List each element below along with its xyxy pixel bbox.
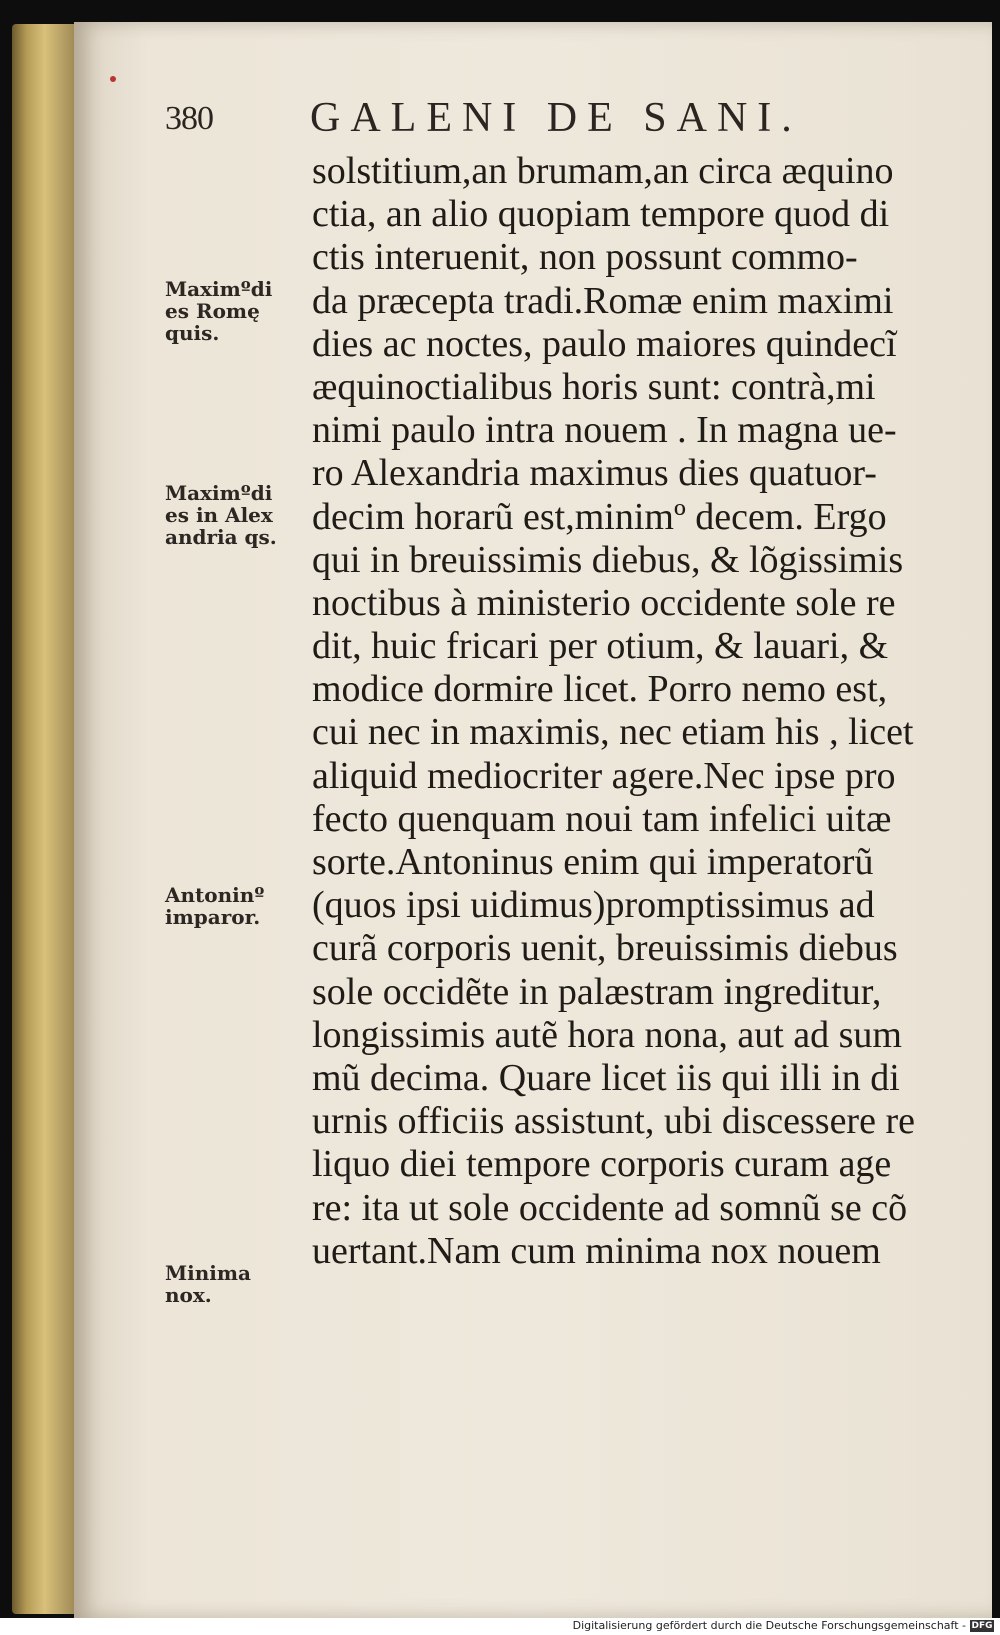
margin-note: [165, 884, 305, 928]
running-title: GALENI DE SANI.: [310, 95, 802, 141]
text-line: modice dormire licet. Porro nemo est,: [312, 668, 888, 711]
margin-note-line: imparor.: [165, 905, 261, 929]
margin-note-line: Maximºdi: [165, 277, 273, 301]
margin-note-line: quis.: [165, 321, 220, 345]
text-line: solstitium,an brumam,an circa æquino: [312, 150, 894, 192]
ink-speck: [110, 76, 116, 82]
margin-note-line: Minima: [165, 1261, 251, 1285]
text-line: dies ac noctes, paulo maiores quindecĩ: [312, 322, 897, 365]
text-line: dit, huic fricari per otium, & lauari, &: [312, 625, 889, 668]
text-line: urnis officiis assistunt, ubi discessere re: [312, 1100, 915, 1143]
margin-note-line: andria qs.: [165, 525, 277, 549]
margin-note-line: Antoninº: [165, 883, 265, 907]
text-line: ctis interuenit, non possunt commo-: [312, 236, 858, 279]
footer-credit: Digitalisierung gefördert durch die Deutsche Forschungsgemeinschaft -: [572, 1619, 966, 1632]
text-line: ro Alexandria maximus dies quatuor-: [312, 452, 877, 495]
text-line: aliquid mediocriter agere.Nec ipse pro: [312, 754, 896, 797]
text-line: uertant.Nam cum minima nox nouem: [312, 1229, 881, 1272]
text-line: (quos ipsi uidimus)promptissimus ad: [312, 884, 875, 927]
text-line: decim horarũ est,minimº decem. Ergo: [312, 495, 887, 538]
margin-note: [165, 1262, 305, 1306]
text-line: curã corporis uenit, breuissimis diebus: [312, 927, 898, 970]
page-number: 380: [165, 100, 213, 137]
text-line: cui nec in maximis, nec etiam his , licet: [312, 711, 914, 754]
text-line: nimi paulo intra nouem . In magna ue-: [312, 409, 897, 452]
text-line: da præcepta tradi.Romæ enim maximi: [312, 279, 894, 322]
margin-note: [165, 482, 305, 548]
text-line: ctia, an alio quopiam tempore quod di: [312, 193, 890, 236]
margin-note-line: es Romę: [165, 299, 260, 323]
text-line: noctibus à ministerio occidente sole re: [312, 581, 896, 624]
margin-note-line: es in Alex: [165, 503, 273, 527]
text-line: longissimis autẽ hora nona, aut ad sum: [312, 1013, 902, 1056]
text-line: fecto quenquam noui tam infelici uitæ: [312, 797, 892, 840]
body-text: [312, 150, 972, 1273]
text-line: qui in breuissimis diebus, & lõgissimis: [312, 538, 904, 581]
page-header: [165, 86, 925, 146]
dfg-logo: DFG: [971, 1621, 993, 1631]
text-line: mũ decima. Quare licet iis qui illi in di: [312, 1056, 900, 1099]
text-line: sorte.Antoninus enim qui imperatorũ: [312, 841, 874, 883]
margin-note-line: Maximºdi: [165, 481, 273, 505]
margin-note-line: nox.: [165, 1283, 212, 1307]
text-line: liquo diei tempore corporis curam age: [312, 1143, 892, 1186]
text-line: sole occidẽte in palæstram ingreditur,: [312, 970, 882, 1013]
text-line: æquinoctialibus horis sunt: contrà,mi: [312, 365, 876, 408]
margin-note: [165, 278, 305, 344]
text-line: re: ita ut sole occidente ad somnũ se cõ: [312, 1186, 908, 1229]
